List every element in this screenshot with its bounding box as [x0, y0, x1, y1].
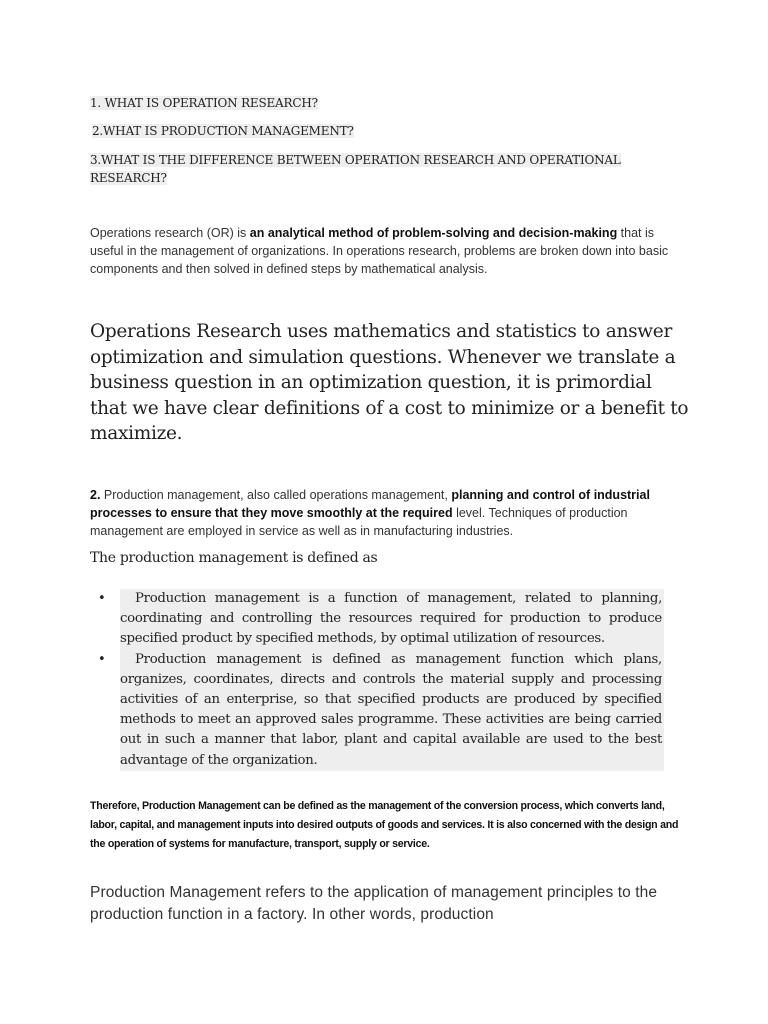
definition-list: [90, 589, 664, 771]
question-2: [92, 122, 664, 140]
closing-paragraph: Production Management refers to the application of management principles to the production function in a factory. In other words, production: [90, 884, 658, 923]
or-post-text: that is useful in the management of organizations. In operations research, problems are broken down into basic components and then solved in defined steps by mathematical analysis.: [90, 226, 669, 276]
list-item-text: Production management is defined as management function which plans, organizes, coordinates, directs and controls the material supply and processing activities of an enterprise, so that specified products are produced by specified methods to meet an approved sales programme. These activities are being carried out in such a manner that labor, plant and capital available are used to the best advantage of the organization.: [120, 650, 664, 771]
or-bold-text: an analytical method of problem-solving and decision-making: [249, 226, 618, 240]
therefore-paragraph: Therefore, Production Management can be defined as the management of the conversion process, which converts land, labor, capital, and management inputs into desired outputs of goods and services. It is also concerned with the design and the operation of systems for manufacture, transport, supply or service.: [90, 800, 679, 850]
prod-pre-text: Production management, also called operations management,: [100, 488, 452, 502]
question-3: [90, 151, 664, 187]
question-3-text: 3.WHAT IS THE DIFFERENCE BETWEEN OPERATION RESEARCH AND OPERATIONAL RESEARCH?: [90, 153, 621, 185]
list-item-text: Production management is a function of management, related to planning, coordinating and controlling the resources required for production to produce specified product by specified methods, by optimal utilization of resources.: [120, 589, 664, 650]
prod-bold-text: planning and control of industrial processes to ensure that they move smoothly at the required: [90, 488, 650, 520]
prod-number: 2.: [90, 488, 101, 502]
question-2-text: 2.WHAT IS PRODUCTION MANAGEMENT?: [92, 124, 354, 138]
defined-as-heading: The production management is defined as: [90, 550, 378, 566]
list-item: [90, 650, 664, 771]
question-1-text: 1. WHAT IS OPERATION RESEARCH?: [90, 96, 318, 110]
or-pre-text: Operations research (OR) is: [90, 226, 250, 240]
question-1: [90, 94, 664, 112]
bullet-icon: •: [98, 651, 106, 667]
production-management-definition: [90, 486, 660, 540]
prod-post-text: level. Techniques of production management are employed in service as well as in manufacturing industries.: [90, 506, 628, 538]
bullet-icon: •: [98, 591, 106, 606]
operations-research-quote: Operations Research uses mathematics and statistics to answer optimization and simulation questions. Whenever we translate a business question in an optimization question, it is primordial that we have clear definitions of a cost to minimize or a benefit to maximize.: [90, 321, 689, 444]
operations-research-definition: [90, 224, 690, 278]
list-item: [90, 589, 664, 650]
